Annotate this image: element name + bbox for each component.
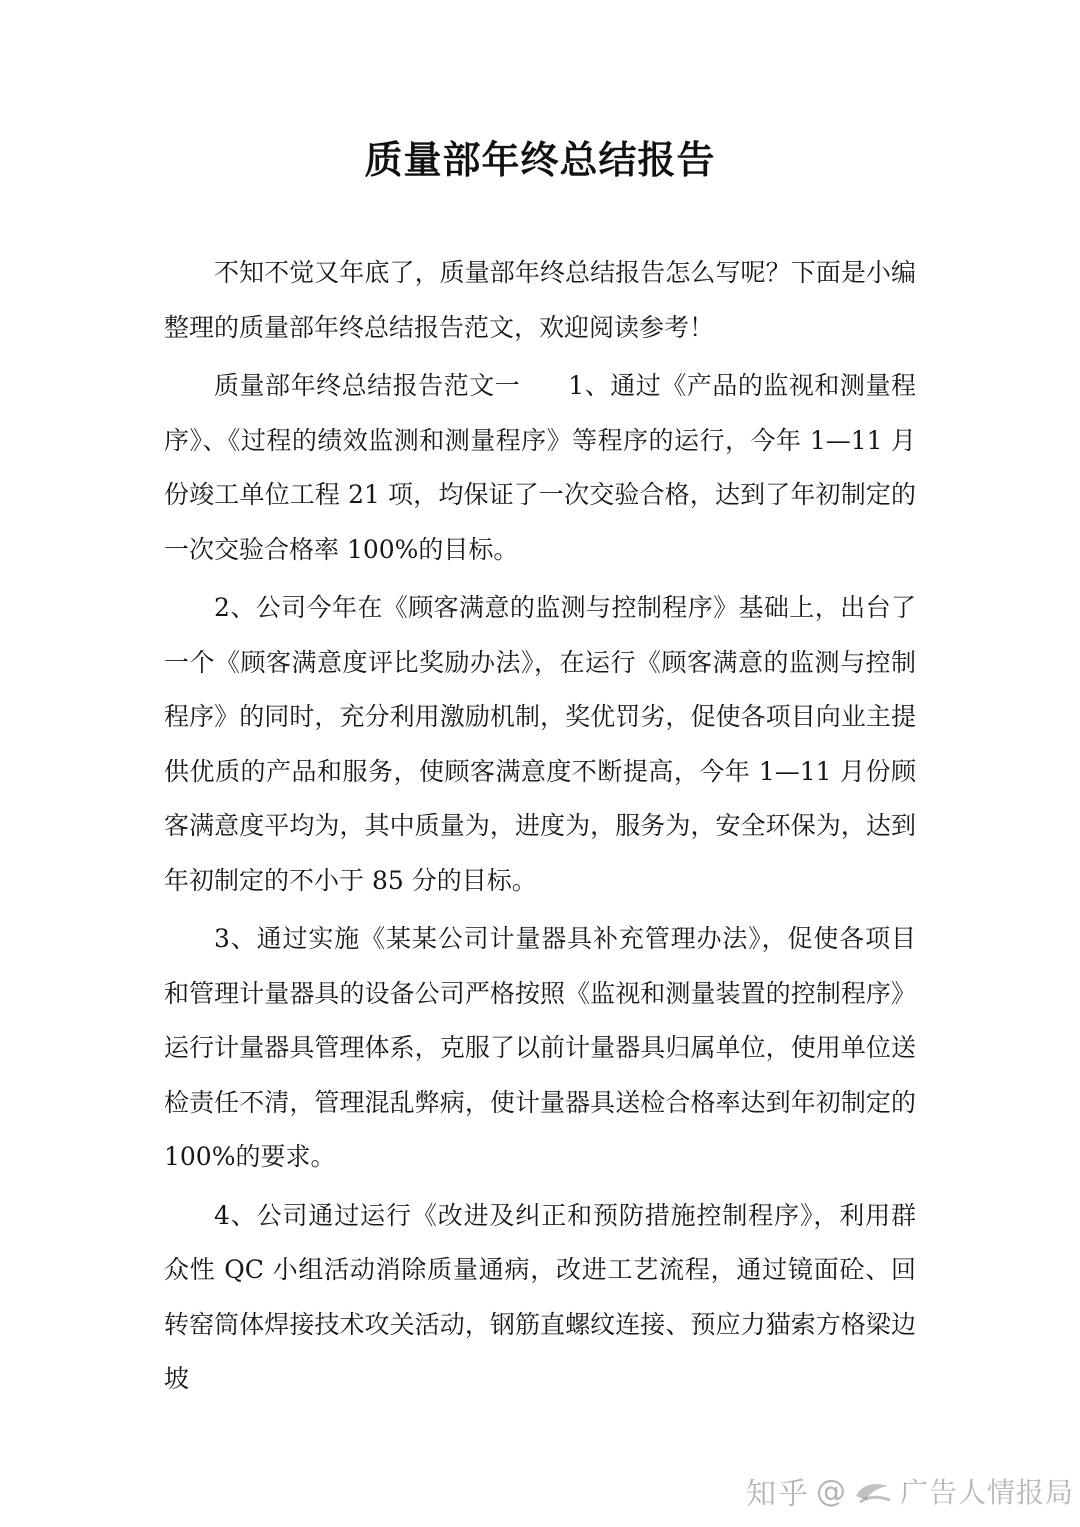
page-title: 质量部年终总结报告 (364, 138, 716, 182)
watermark-account: 广告人情报局 (899, 1476, 1074, 1509)
paragraph-3: 3、通过实施《某某公司计量器具补充管理办法》，促使各项目和管理计量器具的设备公司严格按照《监视和测量装置的控制程序》运行计量器具管理体系，克服了以前计量器具归属单位，使用单位送检责任不清，管理混乱弊病，使计量器具送检合格率达到年初制定的100%的要求。 (164, 924, 916, 1171)
section-heading: 质量部年终总结报告范文一 (214, 371, 521, 400)
paragraph-1 (164, 359, 916, 577)
document-body (164, 246, 916, 1407)
watermark-logo-icon (852, 1470, 894, 1512)
paragraph-1-text: 1、通过《产品的监视和测量程序》、《过程的绩效监测和测量程序》等程序的运行，今年 1—11 月份竣工单位工程 21 项，均保证了一次交验合格，达到了年初制定的一次交验合格率 100%的目标。 (164, 371, 916, 564)
paragraph-2: 2、公司今年在《顾客满意的监测与控制程序》基础上，出台了一个《顾客满意度评比奖励办法》，在运行《顾客满意的监测与控制程序》的同时，充分利用激励机制，奖优罚劣，促使各项目向业主提供优质的产品和服务，使顾客满意度不断提高，今年 1—11 月份顾客满意度平均为，其中质量为，进度为，服务为，安全环保为，达到年初制定的不小于 85 分的目标。 (164, 593, 916, 895)
watermark-at: @ (815, 1473, 846, 1509)
watermark-platform: 知乎 (745, 1477, 810, 1512)
paragraph-intro: 不知不觉又年底了，质量部年终总结报告怎么写呢？下面是小编整理的质量部年终总结报告范文，欢迎阅读参考！ (164, 258, 916, 342)
paragraph-4: 4、公司通过运行《改进及纠正和预防措施控制程序》，利用群众性 QC 小组活动消除质量通病，改进工艺流程，通过镜面砼、回转窑筒体焊接技术攻关活动，钢筋直螺纹连接、预应力猫索方格梁边坡 (164, 1200, 916, 1393)
watermark (744, 1461, 1074, 1521)
